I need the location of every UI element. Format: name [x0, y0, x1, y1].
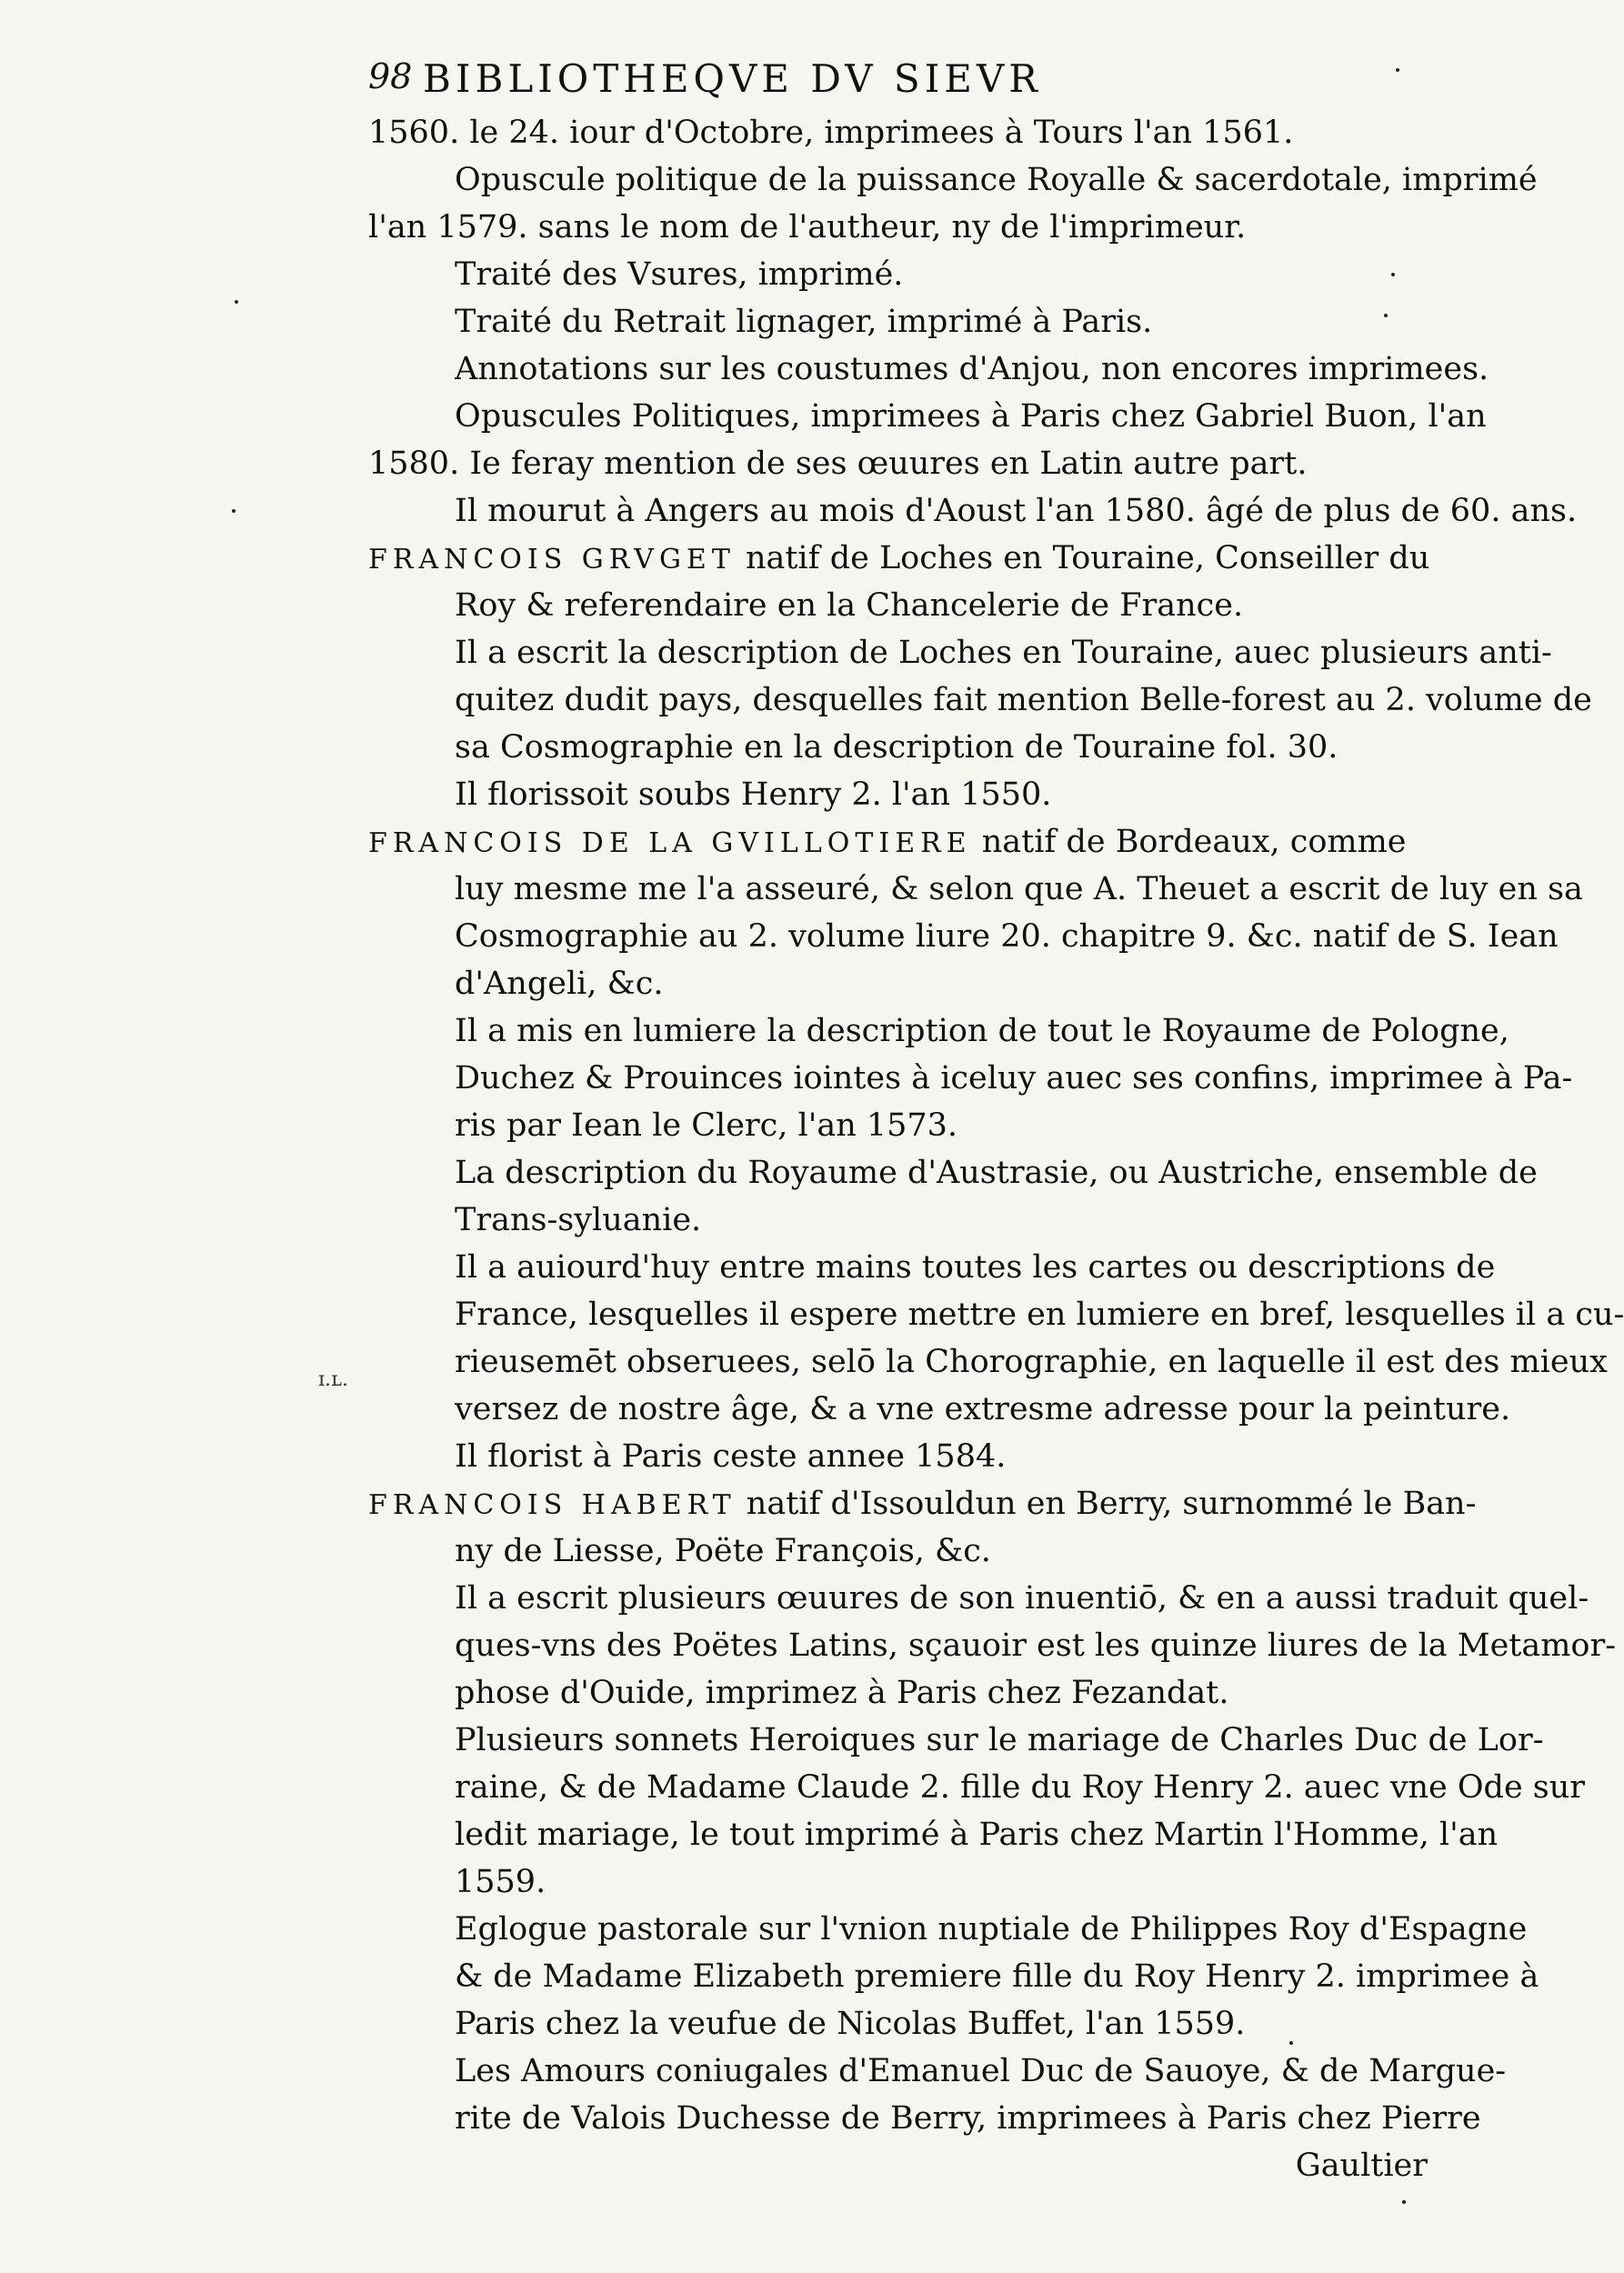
ink-speck [1402, 2200, 1406, 2204]
text-line: Trans-syluanie. [455, 1202, 702, 1238]
text-line: Opuscule politique de la puissance Royalle & sacerdotale, imprimé [455, 162, 1538, 198]
text-line: 1559. [455, 1864, 546, 1900]
text-line: 1560. le 24. iour d'Octobre, imprimees à Tours l'an 1561. [368, 115, 1294, 151]
text-line: Eglogue pastorale sur l'vnion nuptiale de Philippes Roy d'Espagne [455, 1911, 1528, 1948]
entry-heading: FRANCOIS HABERT natif d'Issouldun en Berry, surnommé le Ban- [368, 1486, 1477, 1522]
entry-heading: FRANCOIS DE LA GVILLOTIERE natif de Bordeaux, comme [368, 824, 1407, 860]
author-name: FRANCOIS DE LA GVILLOTIERE [368, 827, 972, 859]
ink-speck [1289, 2041, 1293, 2045]
text-line: Plusieurs sonnets Heroiques sur le mariage de Charles Duc de Lor- [455, 1722, 1544, 1758]
text-line: rite de Valois Duchesse de Berry, imprimees à Paris chez Pierre [455, 2100, 1481, 2137]
text-line: Il mourut à Angers au mois d'Aoust l'an 1580. âgé de plus de 60. ans. [455, 493, 1578, 529]
text-line: Il florist à Paris ceste annee 1584. [455, 1438, 1007, 1475]
text-line: quitez dudit pays, desquelles fait mention Belle-forest au 2. volume de [455, 682, 1592, 718]
page-header [368, 56, 1278, 111]
ink-speck [1384, 314, 1388, 317]
ink-speck [232, 509, 236, 513]
catchword: Gaultier [1295, 2148, 1428, 2184]
text-line: & de Madame Elizabeth premiere fille du Roy Henry 2. imprimee à [455, 1958, 1539, 1995]
text-line: Il a escrit plusieurs œuures de son inuentiō, & en a aussi traduit quel- [455, 1580, 1589, 1617]
text-line: d'Angeli, &c. [455, 966, 664, 1002]
text-line: Il a escrit la description de Loches en Touraine, auec plusieurs anti- [455, 635, 1552, 671]
page-number: 98 [368, 56, 413, 96]
ink-speck [1391, 273, 1395, 276]
entry-heading: FRANCOIS GRVGET natif de Loches en Touraine, Conseiller du [368, 540, 1430, 576]
text-line: Paris chez la veufue de Nicolas Buffet, l'an 1559. [455, 2006, 1246, 2042]
text-line: rieusemēt obseruees, selō la Chorographie, en laquelle il est des mieux [455, 1344, 1608, 1380]
text-line: Roy & referendaire en la Chancelerie de France. [455, 587, 1244, 624]
text-line: ques-vns des Poëtes Latins, sçauoir est les quinze liures de la Metamor- [455, 1627, 1617, 1664]
text-line: sa Cosmographie en la description de Touraine fol. 30. [455, 729, 1338, 766]
text-line: luy mesme me l'a asseuré, & selon que A. Theuet a escrit de luy en sa [455, 871, 1583, 907]
text-line: l'an 1579. sans le nom de l'autheur, ny de l'imprimeur. [368, 209, 1247, 245]
author-name: FRANCOIS HABERT [368, 1489, 737, 1521]
body-text [368, 109, 1624, 2189]
margin-annotation: ɪ.ʟ. [318, 1368, 348, 1391]
text-line: Traité du Retrait lignager, imprimé à Paris. [455, 304, 1153, 340]
text-line: raine, & de Madame Claude 2. fille du Roy Henry 2. auec vne Ode sur [455, 1769, 1586, 1806]
text-line: La description du Royaume d'Austrasie, ou Austriche, ensemble de [455, 1155, 1538, 1191]
text-line: Duchez & Prouinces iointes à iceluy auec ses confins, imprimee à Pa- [455, 1060, 1573, 1096]
ink-speck [1396, 68, 1399, 72]
text-line: Opuscules Politiques, imprimees à Paris chez Gabriel Buon, l'an [455, 398, 1487, 435]
author-name: FRANCOIS GRVGET [368, 544, 736, 576]
text-line: Annotations sur les coustumes d'Anjou, non encores imprimees. [455, 351, 1489, 387]
text-line: 1580. Ie feray mention de ses œuures en Latin autre part. [368, 446, 1308, 482]
running-title: BIBLIOTHEQVE DV SIEVR [423, 56, 1042, 101]
text-line: Traité des Vsures, imprimé. [455, 256, 904, 293]
text-line: phose d'Ouide, imprimez à Paris chez Fezandat. [455, 1675, 1229, 1711]
ink-speck [235, 300, 238, 304]
text-line: versez de nostre âge, & a vne extresme adresse pour la peinture. [455, 1391, 1511, 1427]
text-line: ledit mariage, le tout imprimé à Paris chez Martin l'Homme, l'an [455, 1817, 1499, 1853]
text-line: France, lesquelles il espere mettre en lumiere en bref, lesquelles il a cu- [455, 1297, 1624, 1333]
text-line: Il a auiourd'huy entre mains toutes les cartes ou descriptions de [455, 1249, 1496, 1286]
text-line: Cosmographie au 2. volume liure 20. chapitre 9. &c. natif de S. Iean [455, 918, 1559, 955]
text-line: ris par Iean le Clerc, l'an 1573. [455, 1107, 958, 1144]
text-line: Il a mis en lumiere la description de tout le Royaume de Pologne, [455, 1013, 1509, 1049]
text-line: Les Amours coniugales d'Emanuel Duc de Sauoye, & de Margue- [455, 2053, 1507, 2089]
text-line: ny de Liesse, Poëte François, &c. [455, 1533, 991, 1569]
text-line: Il florissoit soubs Henry 2. l'an 1550. [455, 776, 1052, 813]
